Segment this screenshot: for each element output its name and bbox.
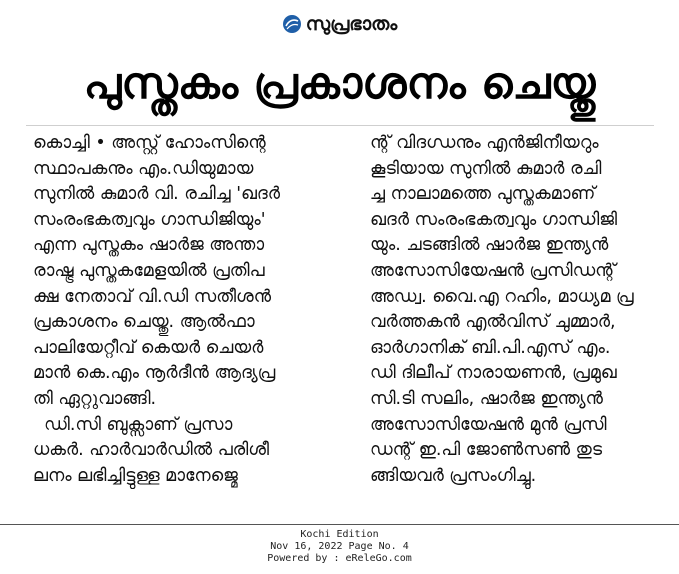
edition-label: Kochi Edition <box>300 529 379 540</box>
article-line: എന്ന പുസ്തകം ഷാർജ അന്താ <box>33 235 265 256</box>
article-line: ഓർഗാനിക് ബി.പി.എസ് എം. <box>370 337 611 358</box>
date-page-label: Nov 16, 2022 Page No. 4 <box>270 541 409 552</box>
headline: പുസ്തകം പ്രകാശനം ചെയ്തു <box>83 58 596 109</box>
brand-name: സുപ്രഭാതം <box>305 13 398 35</box>
article-line: യും. ചടങ്ങിൽ ഷാർജ ഇന്ത്യൻ <box>370 235 609 256</box>
article-line: കൊച്ചി • അസ്റ്റ് ഹോംസിന്റെ <box>33 133 266 153</box>
article-line: അസോസിയേഷൻ പ്രസിഡന്റ് <box>370 260 616 281</box>
footer <box>0 529 679 565</box>
article-line: ന്റ് വിദഗ്ധനും എൻജിനീയറും <box>370 133 599 153</box>
divider <box>26 125 654 126</box>
article-line: അഡ്വ. വൈ.എ റഹിം, മാധ്യമ പ്ര <box>370 286 634 307</box>
article-line: സി.ടി സലിം, ഷാർജ ഇന്ത്യൻ <box>370 388 603 409</box>
article-line: ഖദർ സംരംഭകത്വവും ഗാന്ധിജി <box>370 209 618 230</box>
article-line: പാലിയേറ്റീവ് കെയർ ചെയർ <box>33 337 264 358</box>
article-line: ക്ഷ നേതാവ് വി.ഡി സതീശൻ <box>33 286 272 307</box>
article-line: മാൻ കെ.എം നൂർദീൻ ആദ്യപ്ര <box>33 363 276 384</box>
masthead <box>0 9 679 39</box>
article-line: പ്രകാശനം ചെയ്തു. ആൽഫാ <box>33 312 255 333</box>
article-line: സംരംഭകത്വവും ഗാന്ധിജിയും' <box>33 209 266 230</box>
article-column-right <box>370 131 670 489</box>
article-line: സ്ഥാപകനും എം.ഡിയുമായ <box>33 158 254 179</box>
footer-divider <box>0 524 679 525</box>
article-line: സുനിൽ കുമാർ വി. രചിച്ച 'ഖദർ <box>33 184 280 205</box>
article-line: കൂടിയായ സുനിൽ കുമാർ രചി <box>370 158 602 179</box>
article-line: അസോസിയേഷൻ മുൻ പ്രസി <box>370 414 607 435</box>
article-column-left <box>33 131 341 489</box>
article-line: തി ഏറ്റുവാങ്ങി. <box>33 388 157 409</box>
article-line: ച്ച നാലാമത്തെ പുസ്തകമാണ് <box>370 184 596 205</box>
article-line: ധകർ. ഹാർവാർഡിൽ പരിശീ <box>33 440 270 461</box>
globe-icon <box>282 14 302 34</box>
article-line: വർത്തകൻ എൽവിസ് ചുമ്മാർ, <box>370 312 616 333</box>
article-line: ഡി ദിലീപ് നാരായണൻ, പ്രമുഖ <box>370 363 617 384</box>
article-line: ഡന്റ് ഇ.പി ജോൺസൺ തുട <box>370 440 603 461</box>
article-line: ഡി.സി ബുക്സാണ് പ്രസാ <box>33 414 233 435</box>
article-line: ലനം ലഭിച്ചിട്ടുള്ള മാനേജ്മെ <box>33 465 238 486</box>
powered-by-label: Powered by : eReleGo.com <box>267 553 412 564</box>
article-line: ങ്ങിയവർ പ്രസംഗിച്ചു. <box>370 465 537 486</box>
article-line: രാഷ്ട്ര പുസ്തകമേളയിൽ പ്രതിപ <box>33 260 265 281</box>
